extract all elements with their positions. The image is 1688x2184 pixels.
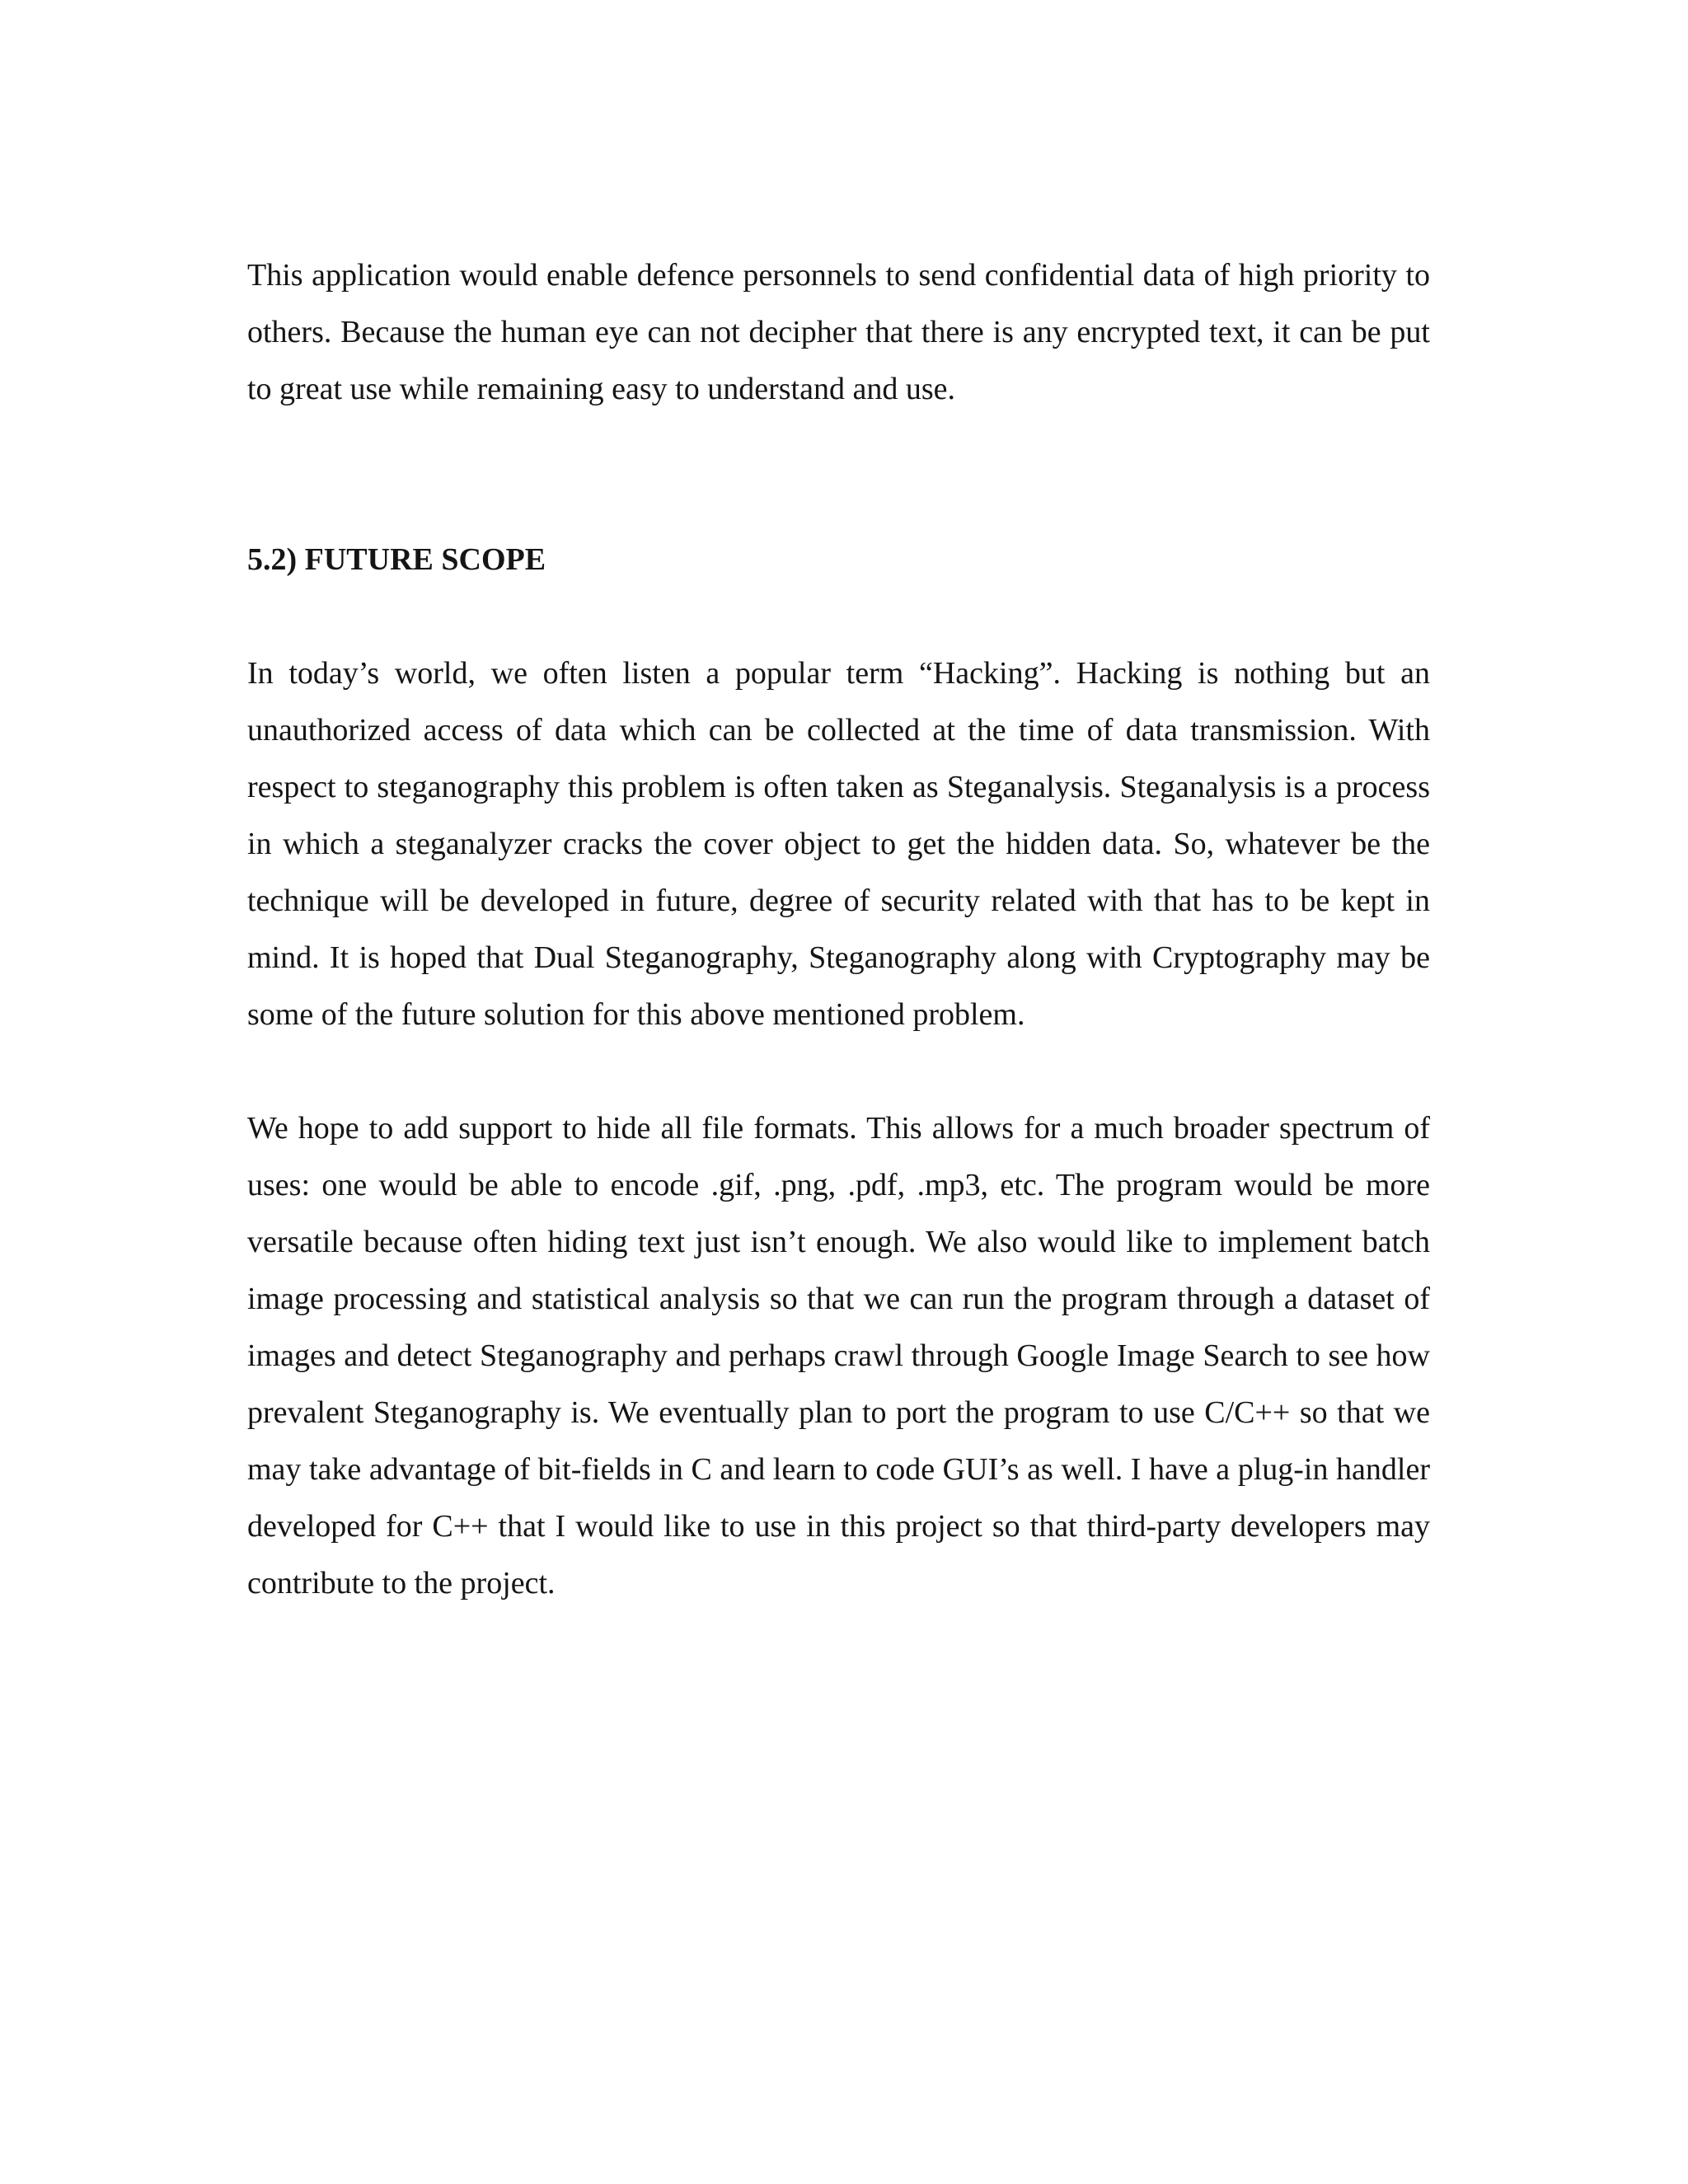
intro-paragraph: This application would enable defence personnels to send confidential data of high priority to others. Because the human eye can not decipher that there is any encrypted text, it can be put to great use while remaining easy to understand and use.	[247, 258, 1430, 406]
section-heading: 5.2) FUTURE SCOPE	[247, 542, 546, 577]
future-scope-paragraph: We hope to add support to hide all file formats. This allows for a much broader spectrum of uses: one would be able to encode .gif, .png, .pdf, .mp3, etc. The program would be more versatile because often hiding text just isn’t enough. We also would like to implement batch image processing and statistical analysis so that we can run the program through a dataset of images and detect Steganography and perhaps crawl through Google Image Search to see how prevalent Steganography is. We eventually plan to port the program to use C/C++ so that we may take advantage of bit-fields in C and learn to code GUI’s as well. I have a plug-in handler developed for C++ that I would like to use in this project so that third-party developers may contribute to the project.	[247, 1111, 1430, 1601]
page-content	[247, 247, 1430, 1612]
future-scope-paragraph: In today’s world, we often listen a popular term “Hacking”. Hacking is nothing but an unauthorized access of data which can be collected at the time of data transmission. With respect to steganography this problem is often taken as Steganalysis. Steganalysis is a process in which a steganalyzer cracks the cover object to get the hidden data. So, whatever be the technique will be developed in future, degree of security related with that has to be kept in mind. It is hoped that Dual Steganography, Steganography along with Cryptography may be some of the future solution for this above mentioned problem.	[247, 656, 1430, 1032]
